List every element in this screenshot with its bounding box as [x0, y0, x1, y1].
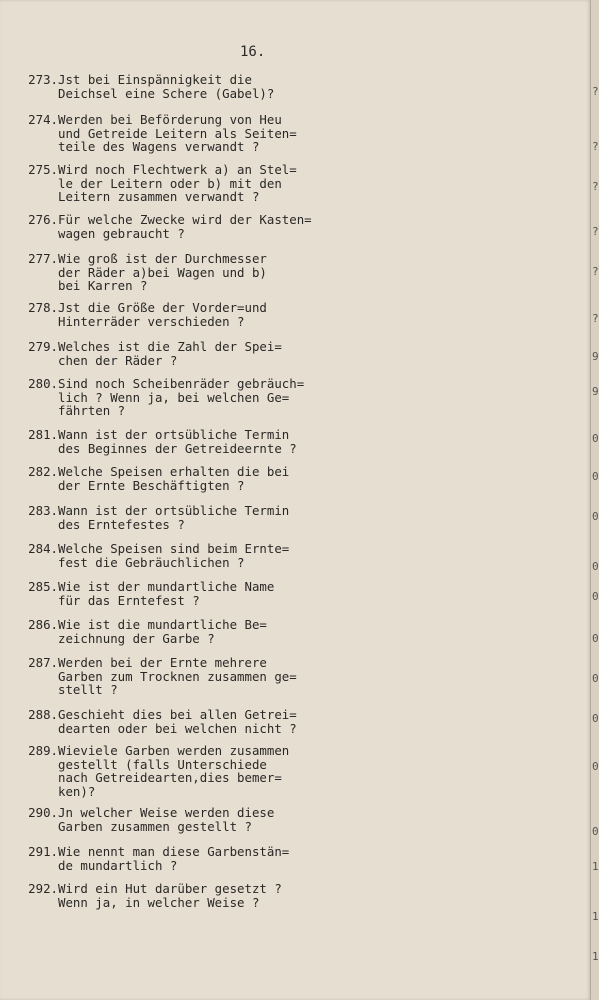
question-text: Wieviele Garben werden zusammen [58, 743, 290, 758]
question-text-line [24, 391, 344, 405]
question-text: Wann ist der ortsübliche Termin [58, 503, 290, 518]
question-text: Wann ist der ortsübliche Termin [58, 427, 290, 442]
question-item [24, 113, 344, 154]
question-text: Garben zum Trocknen zusammen ge= [58, 668, 297, 684]
question-text: ken)? [58, 783, 96, 799]
question-text: Werden bei Beförderung von Heu [58, 112, 282, 127]
question-text: Welche Speisen erhalten die bei [58, 464, 290, 479]
question-number: 282. [28, 464, 58, 479]
question-text-line [24, 758, 344, 772]
question-text-line [24, 465, 344, 479]
margin-mark: 0 [592, 632, 599, 645]
question-text: fährten ? [58, 403, 126, 418]
margin-mark: 0 [592, 510, 599, 523]
margin-mark: 0 [592, 672, 599, 685]
margin-mark: 0 [592, 712, 599, 725]
question-text-line [24, 113, 344, 127]
question-text: Jst bei Einspännigkeit die [58, 72, 252, 87]
question-text: Deichsel eine Schere (Gabel)? [58, 85, 275, 101]
question-text: Garben zusammen gestellt ? [58, 818, 252, 834]
question-text: teile des Wagens verwandt ? [58, 139, 260, 154]
question-text: des Beginnes der Getreideernte ? [58, 440, 297, 456]
question-text: de mundartlich ? [58, 857, 178, 873]
margin-mark: ? [592, 225, 599, 238]
question-text-line [24, 542, 344, 556]
question-item [24, 542, 344, 569]
question-item [24, 806, 344, 833]
question-text-line [24, 580, 344, 594]
question-number: 289. [28, 743, 58, 758]
question-text: Werden bei der Ernte mehrere [58, 655, 267, 670]
question-text: Wird ein Hut darüber gesetzt ? [58, 881, 282, 896]
question-text-line [24, 845, 344, 859]
question-item [24, 252, 344, 293]
question-text-line [24, 190, 344, 204]
question-number: 280. [28, 376, 58, 391]
question-text-line [24, 882, 344, 896]
question-item [24, 73, 344, 100]
question-text-line [24, 683, 344, 697]
question-text-line [24, 670, 344, 684]
question-text-line [24, 354, 344, 368]
question-text-line [24, 428, 344, 442]
question-text-line [24, 163, 344, 177]
question-text-line [24, 404, 344, 418]
question-text: Wie ist der mundartliche Name [58, 579, 275, 594]
question-item [24, 465, 344, 492]
question-text: des Erntefestes ? [58, 516, 185, 532]
question-text: Sind noch Scheibenräder gebräuch= [58, 376, 305, 391]
question-number: 276. [28, 212, 58, 227]
question-text: dearten oder bei welchen nicht ? [58, 720, 297, 736]
question-number: 287. [28, 655, 58, 670]
margin-mark: ? [592, 265, 599, 278]
question-text: Wie ist die mundartliche Be= [58, 617, 267, 632]
margin-mark: 9 [592, 385, 599, 398]
question-number: 273. [28, 72, 58, 87]
margin-mark: 0 [592, 470, 599, 483]
question-text-line [24, 859, 344, 873]
question-number: 275. [28, 162, 58, 177]
question-text: lich ? Wenn ja, bei welchen Ge= [58, 389, 290, 405]
question-item [24, 882, 344, 909]
question-text-line [24, 708, 344, 722]
question-text-line [24, 377, 344, 391]
margin-marks [591, 0, 597, 1000]
question-text: Jn welcher Weise werden diese [58, 805, 275, 820]
question-number: 286. [28, 617, 58, 632]
question-text-line [24, 722, 344, 736]
question-text-line [24, 140, 344, 154]
question-text: Geschieht dies bei allen Getrei= [58, 707, 297, 722]
question-text-line [24, 632, 344, 646]
question-number: 281. [28, 427, 58, 442]
question-text: und Getreide Leitern als Seiten= [58, 125, 297, 141]
next-page-edge [590, 0, 599, 1000]
margin-mark: 0 [592, 760, 599, 773]
question-text: Wird noch Flechtwerk a) an Stel= [58, 162, 297, 177]
question-text-line [24, 785, 344, 799]
question-item [24, 504, 344, 531]
question-text-line [24, 87, 344, 101]
question-item [24, 377, 344, 418]
question-text: Welches ist die Zahl der Spei= [58, 339, 282, 354]
question-text: der Räder a)bei Wagen und b) [58, 264, 267, 280]
question-text: zeichnung der Garbe ? [58, 630, 215, 646]
question-text-line [24, 771, 344, 785]
question-text-line [24, 279, 344, 293]
question-text-line [24, 213, 344, 227]
question-text-line [24, 820, 344, 834]
question-item [24, 618, 344, 645]
question-text-line [24, 340, 344, 354]
question-text-line [24, 479, 344, 493]
question-number: 277. [28, 251, 58, 266]
question-text: wagen gebraucht ? [58, 225, 185, 241]
question-text-line [24, 556, 344, 570]
question-number: 278. [28, 300, 58, 315]
margin-mark: 1 [592, 950, 599, 963]
question-text: chen der Räder ? [58, 352, 178, 368]
question-text-line [24, 744, 344, 758]
question-number: 292. [28, 881, 58, 896]
question-text: Jst die Größe der Vorder=und [58, 300, 267, 315]
margin-mark: 0 [592, 432, 599, 445]
question-text: der Ernte Beschäftigten ? [58, 477, 245, 493]
question-text: Hinterräder verschieden ? [58, 313, 245, 329]
question-text: für das Erntefest ? [58, 592, 200, 608]
margin-mark: 9 [592, 350, 599, 363]
margin-mark: 0 [592, 590, 599, 603]
question-item [24, 708, 344, 735]
margin-mark: 0 [592, 825, 599, 838]
question-text-line [24, 806, 344, 820]
question-text: Leitern zusammen verwandt ? [58, 189, 260, 204]
question-text-line [24, 518, 344, 532]
question-item [24, 580, 344, 607]
question-item [24, 340, 344, 367]
question-text: nach Getreidearten,dies bemer= [58, 770, 282, 785]
question-text-line [24, 618, 344, 632]
question-text: gestellt (falls Unterschiede [58, 756, 267, 772]
question-number: 284. [28, 541, 58, 556]
question-text: Welche Speisen sind beim Ernte= [58, 541, 290, 556]
question-item [24, 163, 344, 204]
question-text-line [24, 266, 344, 280]
question-text-line [24, 315, 344, 329]
question-text: fest die Gebräuchlichen ? [58, 554, 245, 570]
question-number: 291. [28, 844, 58, 859]
question-item [24, 845, 344, 872]
page-number: 16. [240, 44, 266, 60]
margin-mark: 0 [592, 560, 599, 573]
question-text: stellt ? [58, 682, 118, 697]
margin-mark: ? [592, 140, 599, 153]
question-item [24, 656, 344, 697]
question-number: 283. [28, 503, 58, 518]
question-text: Für welche Zwecke wird der Kasten= [58, 212, 312, 227]
margin-mark: ? [592, 180, 599, 193]
question-text-line [24, 127, 344, 141]
question-item [24, 428, 344, 455]
question-text-line [24, 504, 344, 518]
question-number: 288. [28, 707, 58, 722]
question-text: Wie nennt man diese Garbenstän= [58, 844, 290, 859]
question-number: 285. [28, 579, 58, 594]
question-number: 274. [28, 112, 58, 127]
question-text: Wie groß ist der Durchmesser [58, 251, 267, 266]
margin-mark: ? [592, 312, 599, 325]
question-item [24, 213, 344, 240]
question-text-line [24, 656, 344, 670]
question-text-line [24, 594, 344, 608]
question-text-line [24, 301, 344, 315]
question-text-line [24, 252, 344, 266]
question-text: Wenn ja, in welcher Weise ? [58, 894, 260, 910]
question-text-line [24, 73, 344, 87]
question-text-line [24, 896, 344, 910]
question-text-line [24, 177, 344, 191]
question-text-line [24, 442, 344, 456]
margin-mark: ? [592, 85, 599, 98]
question-text: le der Leitern oder b) mit den [58, 175, 282, 191]
question-item [24, 301, 344, 328]
question-text: bei Karren ? [58, 278, 148, 293]
margin-mark: 1 [592, 910, 599, 923]
question-number: 290. [28, 805, 58, 820]
question-item [24, 744, 344, 798]
margin-mark: 1 [592, 860, 599, 873]
question-number: 279. [28, 339, 58, 354]
question-text-line [24, 227, 344, 241]
